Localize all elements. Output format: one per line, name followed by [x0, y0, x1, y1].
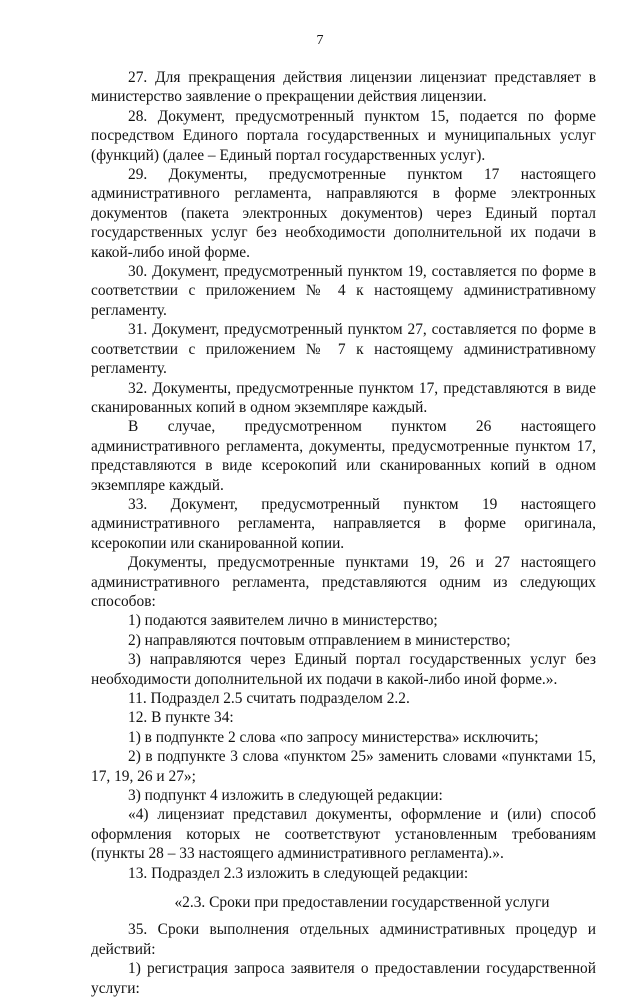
- amendment-12-item-1: 1) в подпункте 2 слова «по запросу министерства» исключить;: [128, 728, 539, 746]
- paragraph-32-case: В случае, предусмотренном пунктом 26 настоящего административного регламента, документы, предусмотренные пунктом 17, представляются в виде ксерокопий или сканированных копий в одном экземпляре каждый.: [91, 418, 596, 494]
- paragraph-30: 30. Документ, предусмотренный пунктом 19, составляется по форме в соответствии с приложением № 4 к настоящему административному регламенту.: [91, 263, 596, 319]
- amendment-12-quote: «4) лицензиат представил документы, оформление и (или) способ оформления которых не соответствуют установленным требованиям (пункты 28 – 33 настоящего административного регламента).».: [91, 806, 596, 863]
- list-item-3: 3) направляются через Единый портал государственных услуг без необходимости дополнительной их подачи в какой-либо иной форме.».: [91, 651, 596, 688]
- paragraph-33: 33. Документ, предусмотренный пунктом 19 настоящего административного регламента, направляется в форме оригинала, ксерокопии или сканированной копии.: [91, 495, 596, 552]
- paragraph-32: 32. Документы, предусмотренные пунктом 17, представляются в виде сканированных копий в одном экземпляре каждый.: [91, 379, 596, 416]
- paragraph-35: 35. Сроки выполнения отдельных административных процедур и действий:: [91, 921, 596, 958]
- paragraph-27: 27. Для прекращения действия лицензии лицензиат представляет в министерство заявление о прекращении действия лицензии.: [91, 69, 596, 106]
- section-heading: «2.3. Сроки при предоставлении государственной услуги: [174, 894, 550, 912]
- list-item-1: 1) подаются заявителем лично в министерство;: [128, 612, 438, 630]
- paragraph-29: 29. Документы, предусмотренные пунктом 17 настоящего административного регламента, направляются в форме электронных документов (пакета электронных документов) через Единый портал государственных услуг без необходимости дополнительной их подачи в какой-либо иной форме.: [91, 166, 596, 261]
- amendment-12: 12. В пункте 34:: [128, 709, 234, 727]
- paragraph-35-item-1: 1) регистрация запроса заявителя о предоставлении государственной услуги:: [91, 960, 596, 997]
- amendment-13: 13. Подраздел 2.3 изложить в следующей редакции:: [128, 864, 469, 882]
- amendment-11: 11. Подраздел 2.5 считать подразделом 2.2.: [128, 690, 410, 707]
- paragraph-28: 28. Документ, предусмотренный пунктом 15, подается по форме посредством Единого портала государственных и муниципальных услуг (функций) (далее – Единый портал государственных услуг).: [91, 107, 596, 164]
- amendment-12-item-3: 3) подпункт 4 изложить в следующей редакции:: [128, 787, 443, 805]
- paragraph-31: 31. Документ, предусмотренный пунктом 27, составляется по форме в соответствии с приложением № 7 к настоящему административному регламенту.: [91, 321, 596, 378]
- paragraph-33-methods: Документы, предусмотренные пунктами 19, 26 и 27 настоящего административного регламента, представляются одним из следующих способов:: [91, 554, 596, 610]
- amendment-12-item-2: 2) в подпункте 3 слова «пунктом 25» заменить словами «пунктами 15, 17, 19, 26 и 27»;: [91, 748, 596, 785]
- document-body: [91, 68, 596, 998]
- page-number: 7: [316, 33, 324, 48]
- list-item-2: 2) направляются почтовым отправлением в министерство;: [128, 631, 511, 649]
